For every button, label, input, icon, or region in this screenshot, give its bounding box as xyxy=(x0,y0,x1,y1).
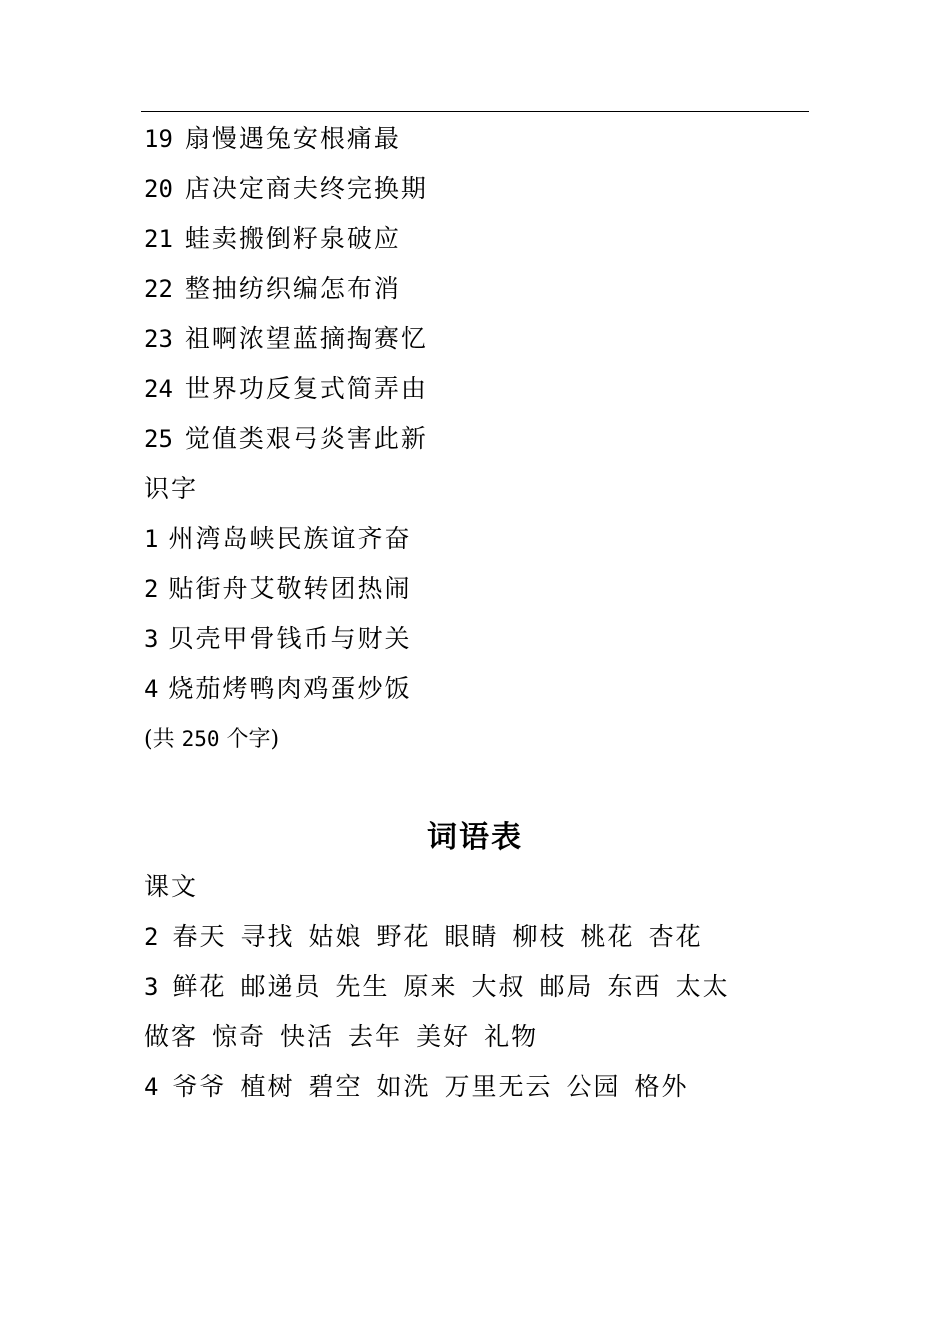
char-row xyxy=(144,174,428,204)
vocab-word: 柳枝 xyxy=(512,922,567,951)
vocab-word: 万里无云 xyxy=(444,1072,553,1101)
row-number: 21 xyxy=(144,225,173,253)
row-characters: 贴街舟艾敬转团热闹 xyxy=(168,574,412,603)
vocab-word: 大叔 xyxy=(471,972,526,1001)
char-row xyxy=(144,374,428,404)
vocab-row xyxy=(144,972,730,1002)
vocab-word: 邮递员 xyxy=(240,972,322,1001)
literacy-row xyxy=(144,574,411,604)
row-number: 22 xyxy=(144,275,173,303)
row-characters: 贝壳甲骨钱币与财关 xyxy=(168,624,412,653)
character-total xyxy=(144,724,279,755)
row-number: 2 xyxy=(144,575,159,603)
vocab-word: 快活 xyxy=(280,1022,335,1051)
vocab-word: 鲜花 xyxy=(172,972,227,1001)
row-number: 3 xyxy=(144,625,159,653)
row-number: 1 xyxy=(144,525,159,553)
row-number: 3 xyxy=(144,973,159,1001)
row-characters: 店决定商夫终完换期 xyxy=(184,174,428,203)
char-row xyxy=(144,224,401,254)
vocab-word: 野花 xyxy=(376,922,431,951)
row-number: 20 xyxy=(144,175,173,203)
vocab-word: 寻找 xyxy=(240,922,295,951)
total-count: 250 xyxy=(181,727,220,751)
total-prefix: (共 xyxy=(144,727,175,752)
row-number: 19 xyxy=(144,125,173,153)
row-number: 25 xyxy=(144,425,173,453)
literacy-row xyxy=(144,674,411,704)
row-number: 24 xyxy=(144,375,173,403)
row-characters: 祖啊浓望蓝摘掏赛忆 xyxy=(184,324,428,353)
vocab-word: 礼物 xyxy=(484,1022,539,1051)
vocab-word: 去年 xyxy=(348,1022,403,1051)
literacy-row xyxy=(144,524,411,554)
row-number: 4 xyxy=(144,1073,159,1101)
vocab-word: 杏花 xyxy=(648,922,703,951)
char-row xyxy=(144,424,428,454)
vocabulary-title: 词语表 xyxy=(427,820,523,855)
vocab-word: 姑娘 xyxy=(308,922,363,951)
vocab-word: 公园 xyxy=(566,1072,621,1101)
vocab-word: 爷爷 xyxy=(172,1072,227,1101)
row-characters: 整抽纺织编怎布消 xyxy=(184,274,401,303)
vocab-word: 桃花 xyxy=(580,922,635,951)
row-characters: 世界功反复式简弄由 xyxy=(184,374,428,403)
vocab-word: 先生 xyxy=(335,972,390,1001)
vocab-word: 邮局 xyxy=(539,972,594,1001)
text-section-label: 课文 xyxy=(144,872,199,901)
top-divider xyxy=(141,111,809,112)
char-row xyxy=(144,124,401,154)
total-suffix: 个字) xyxy=(226,727,280,752)
row-number: 4 xyxy=(144,675,159,703)
vocab-word: 做客 xyxy=(144,1022,199,1051)
row-characters: 蛙卖搬倒籽泉破应 xyxy=(184,224,401,253)
vocab-row-continued xyxy=(144,1022,552,1052)
vocab-word: 太太 xyxy=(675,972,730,1001)
row-characters: 州湾岛峡民族谊齐奋 xyxy=(168,524,412,553)
row-characters: 扇慢遇兔安根痛最 xyxy=(184,124,401,153)
vocab-word: 如洗 xyxy=(376,1072,431,1101)
literacy-row xyxy=(144,624,411,654)
row-characters: 烧茄烤鸭肉鸡蛋炒饭 xyxy=(168,674,412,703)
vocab-word: 东西 xyxy=(607,972,662,1001)
vocab-word: 植树 xyxy=(240,1072,295,1101)
vocab-row xyxy=(144,1072,689,1102)
vocab-word: 惊奇 xyxy=(212,1022,267,1051)
row-number: 23 xyxy=(144,325,173,353)
vocab-word: 原来 xyxy=(403,972,458,1001)
vocab-word: 春天 xyxy=(172,922,227,951)
row-number: 2 xyxy=(144,923,159,951)
vocab-word: 格外 xyxy=(634,1072,689,1101)
vocab-word: 美好 xyxy=(416,1022,471,1051)
char-row xyxy=(144,274,401,304)
literacy-section-label: 识字 xyxy=(144,474,199,503)
row-characters: 觉值类艰弓炎害此新 xyxy=(184,424,428,453)
vocab-word: 眼睛 xyxy=(444,922,499,951)
vocab-word: 碧空 xyxy=(308,1072,363,1101)
char-row xyxy=(144,324,428,354)
vocab-row xyxy=(144,922,703,952)
